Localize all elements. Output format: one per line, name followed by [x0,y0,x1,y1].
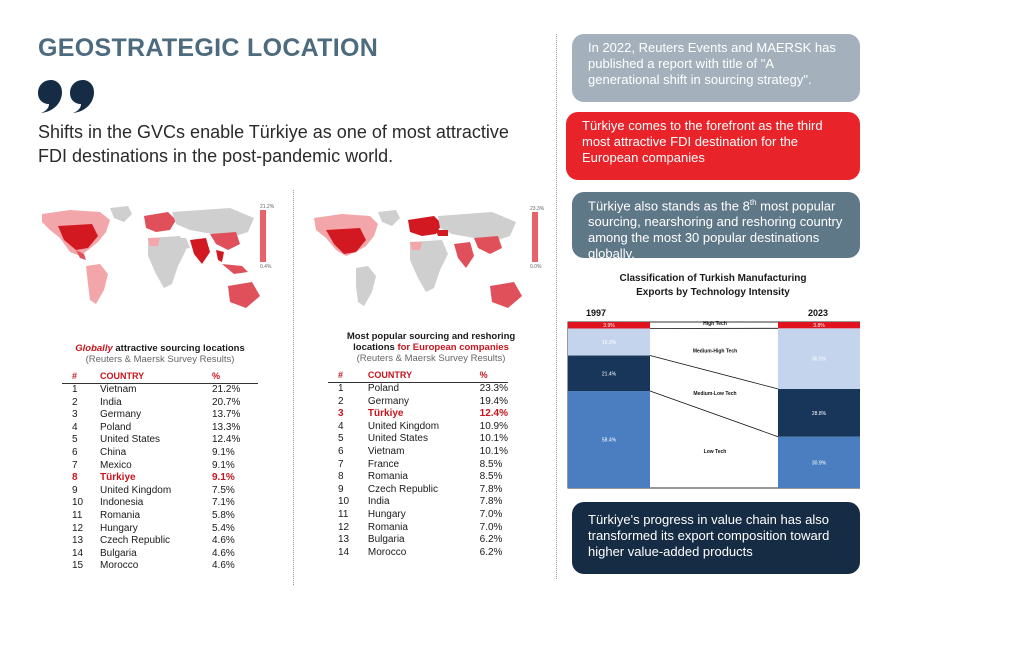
table-row [328,471,508,484]
callout-report: In 2022, Reuters Events and MAERSK has published a report with title of "A generational shift in sourcing strategy". [572,34,860,102]
table-row [328,459,508,472]
country-cell: Türkiye [367,408,404,420]
rank-cell: 9 [72,484,78,496]
table-row [328,522,508,535]
table-row [62,460,258,473]
data-label: 16.3% [601,340,617,347]
rank-cell: 4 [338,420,344,432]
column-header: % [468,370,508,383]
country-cell: Vietnam [367,445,405,457]
rank-cell: 14 [72,547,84,559]
table-row [62,434,258,447]
percent-cell: 12.4% [479,408,508,420]
country-cell: Romania [367,521,408,533]
country-cell: United Kingdom [100,484,172,496]
europe-heat-map [312,206,545,325]
europe-locations-table-block [328,331,534,559]
country-cell: United States [367,433,428,445]
table-row [328,484,508,497]
table-row [62,422,258,435]
country-cell: Türkiye [100,472,136,484]
country-cell: Indonesia [100,497,144,509]
percent-cell: 7.8% [479,496,503,508]
percent-cell: 5.4% [212,522,235,534]
country-cell: Vietnam [100,384,137,395]
category-label: 2023 [807,308,829,318]
global-locations-table-block [62,343,258,573]
country-cell: Hungary [367,508,406,520]
europe-locations-table [328,370,508,559]
rank-cell: 2 [338,395,344,407]
percent-cell: 9.1% [212,472,235,484]
country-cell: Poland [367,383,400,394]
country-cell: Morocco [100,560,139,572]
rank-cell: 7 [338,458,344,470]
table-row [328,383,508,396]
table-source: (Reuters & Maersk Survey Results) [85,354,235,365]
column-header: % [200,371,258,384]
global-heat-map [40,204,280,319]
rank-cell: 1 [338,383,344,394]
series-label: Low Tech [703,448,727,455]
table-source: (Reuters & Maersk Survey Results) [356,353,506,364]
country-cell: Bulgaria [100,547,137,559]
table-row [62,560,258,573]
rank-cell: 3 [338,408,344,420]
table-row [62,535,258,548]
connector-line [650,356,778,389]
rank-cell: 4 [72,421,78,433]
table-row [328,433,508,446]
rank-cell: 9 [338,483,344,495]
country-cell: Romania [100,509,141,521]
column-divider [556,34,557,579]
percent-cell: 13.3% [212,421,241,433]
rank-cell: 13 [72,535,84,547]
table-row [328,534,508,547]
rank-cell: 6 [72,446,78,458]
table-row [62,510,258,523]
country-cell: Czech Republic [100,535,171,547]
percent-cell: 7.1% [212,497,235,509]
legend-min-label: 0.0% [530,264,542,270]
rank-cell: 14 [338,546,350,558]
percent-cell: 8.5% [479,458,503,470]
data-label: 21.4% [601,371,617,378]
data-label: 58.4% [601,437,617,444]
callout-third-destination: Türkiye comes to the forefront as the third most attractive FDI destination for the European companies [566,112,860,180]
table-row [62,384,258,397]
country-cell: Romania [367,471,408,483]
table-row [328,547,508,560]
chart-title: Classification of Turkish Manufacturing Exports by Technology Intensity [619,273,807,298]
column-header: # [328,370,368,383]
rank-cell: 11 [338,508,349,520]
country-cell: United Kingdom [367,420,440,432]
country-cell: India [367,496,390,508]
table-row [62,472,258,485]
rank-cell: 8 [338,471,344,483]
stacked-bar-chart [566,304,860,500]
percent-cell: 7.0% [479,508,503,520]
percent-cell: 6.2% [479,546,503,558]
rank-cell: 7 [72,459,78,471]
table-row [328,496,508,509]
table-row [62,548,258,561]
table-row [328,408,508,421]
page-subtitle: Shifts in the GVCs enable Türkiye as one of most attractive FDI destinations in the post-pandemic world. [38,122,509,166]
rank-cell: 11 [72,509,83,521]
country-cell: Czech Republic [367,483,438,495]
percent-cell: 10.1% [479,433,508,445]
percent-cell: 10.9% [479,420,508,432]
callout-value-chain: Türkiye's progress in value chain has also transformed its export composition toward higher value-added products [572,502,860,574]
legend-min-label: 0.4% [260,264,272,270]
table-row [62,523,258,536]
percent-cell: 13.7% [212,409,241,421]
quote-icon [38,80,94,119]
rank-cell: 8 [72,472,78,484]
country-cell: France [367,458,400,470]
rank-cell: 5 [338,433,344,445]
table-row [328,509,508,522]
series-label: Medium-Low Tech [693,391,737,398]
rank-cell: 6 [338,445,344,457]
table-row [62,409,258,422]
percent-cell: 10.1% [479,445,508,457]
table-row [62,497,258,510]
table-row [328,446,508,459]
country-cell: Hungary [100,522,138,534]
table-row [328,396,508,409]
rank-cell: 12 [338,521,350,533]
percent-cell: 20.7% [212,396,241,408]
percent-cell: 12.4% [212,434,241,446]
percent-cell: 6.2% [479,534,503,546]
rank-cell: 3 [72,409,78,421]
table-row [62,447,258,460]
legend-max-label: 23.3% [530,206,545,212]
country-cell: Poland [100,421,132,433]
country-cell: Mexico [100,459,132,471]
rank-cell: 2 [72,396,78,408]
country-cell: United States [100,434,161,446]
series-label: High Tech [703,321,727,327]
country-cell: China [100,446,127,458]
column-header: COUNTRY [100,371,200,384]
country-cell: India [100,396,122,408]
country-cell: Bulgaria [367,534,405,546]
percent-cell: 7.0% [479,521,503,533]
percent-cell: 9.1% [212,459,235,471]
rank-cell: 10 [72,497,84,509]
rank-cell: 13 [338,534,350,546]
export-tech-chart [566,272,860,500]
country-cell: Morocco [367,546,407,558]
percent-cell: 8.5% [479,471,503,483]
percent-cell: 19.4% [479,395,508,407]
data-label: 36.5% [811,356,827,363]
column-header: # [62,371,100,384]
category-label: 1997 [585,308,607,318]
rank-cell: 12 [72,522,84,534]
percent-cell: 4.6% [212,560,235,572]
series-label: Medium-High Tech [692,348,738,355]
percent-cell: 23.3% [479,383,508,394]
world-map-icon [40,204,280,314]
rank-cell: 15 [72,560,84,572]
data-label: 30.9% [811,460,827,467]
global-locations-table [62,371,258,573]
rank-cell: 10 [338,496,350,508]
callout-eighth-country: Türkiye also stands as the 8th most popular sourcing, nearshoring and reshoring country among the most 30 popular destinations globally. [572,192,860,258]
percent-cell: 4.6% [212,547,235,559]
table-row [328,421,508,434]
table-title: Most popular sourcing and reshoring locations for European companies [346,331,516,353]
table-row [62,485,258,498]
percent-cell: 7.8% [479,483,503,495]
data-label: 3.9% [603,323,615,330]
legend-max-label: 21.2% [260,204,275,210]
table-title: Globally attractive sourcing locations [75,343,245,354]
column-header: COUNTRY [368,370,468,383]
percent-cell: 7.5% [212,484,235,496]
country-cell: Germany [367,395,410,407]
world-map-icon [312,210,540,320]
connector-line [650,391,778,437]
data-label: 3.8% [813,323,825,330]
table-row [62,397,258,410]
page-title: GEOSTRATEGIC LOCATION [38,34,379,62]
percent-cell: 5.8% [212,509,235,521]
column-divider [293,190,294,585]
rank-cell: 1 [72,384,78,395]
percent-cell: 4.6% [212,535,235,547]
data-label: 28.8% [811,410,827,417]
percent-cell: 9.1% [212,446,235,458]
country-cell: Germany [100,409,142,421]
rank-cell: 5 [72,434,78,446]
percent-cell: 21.2% [212,384,241,395]
